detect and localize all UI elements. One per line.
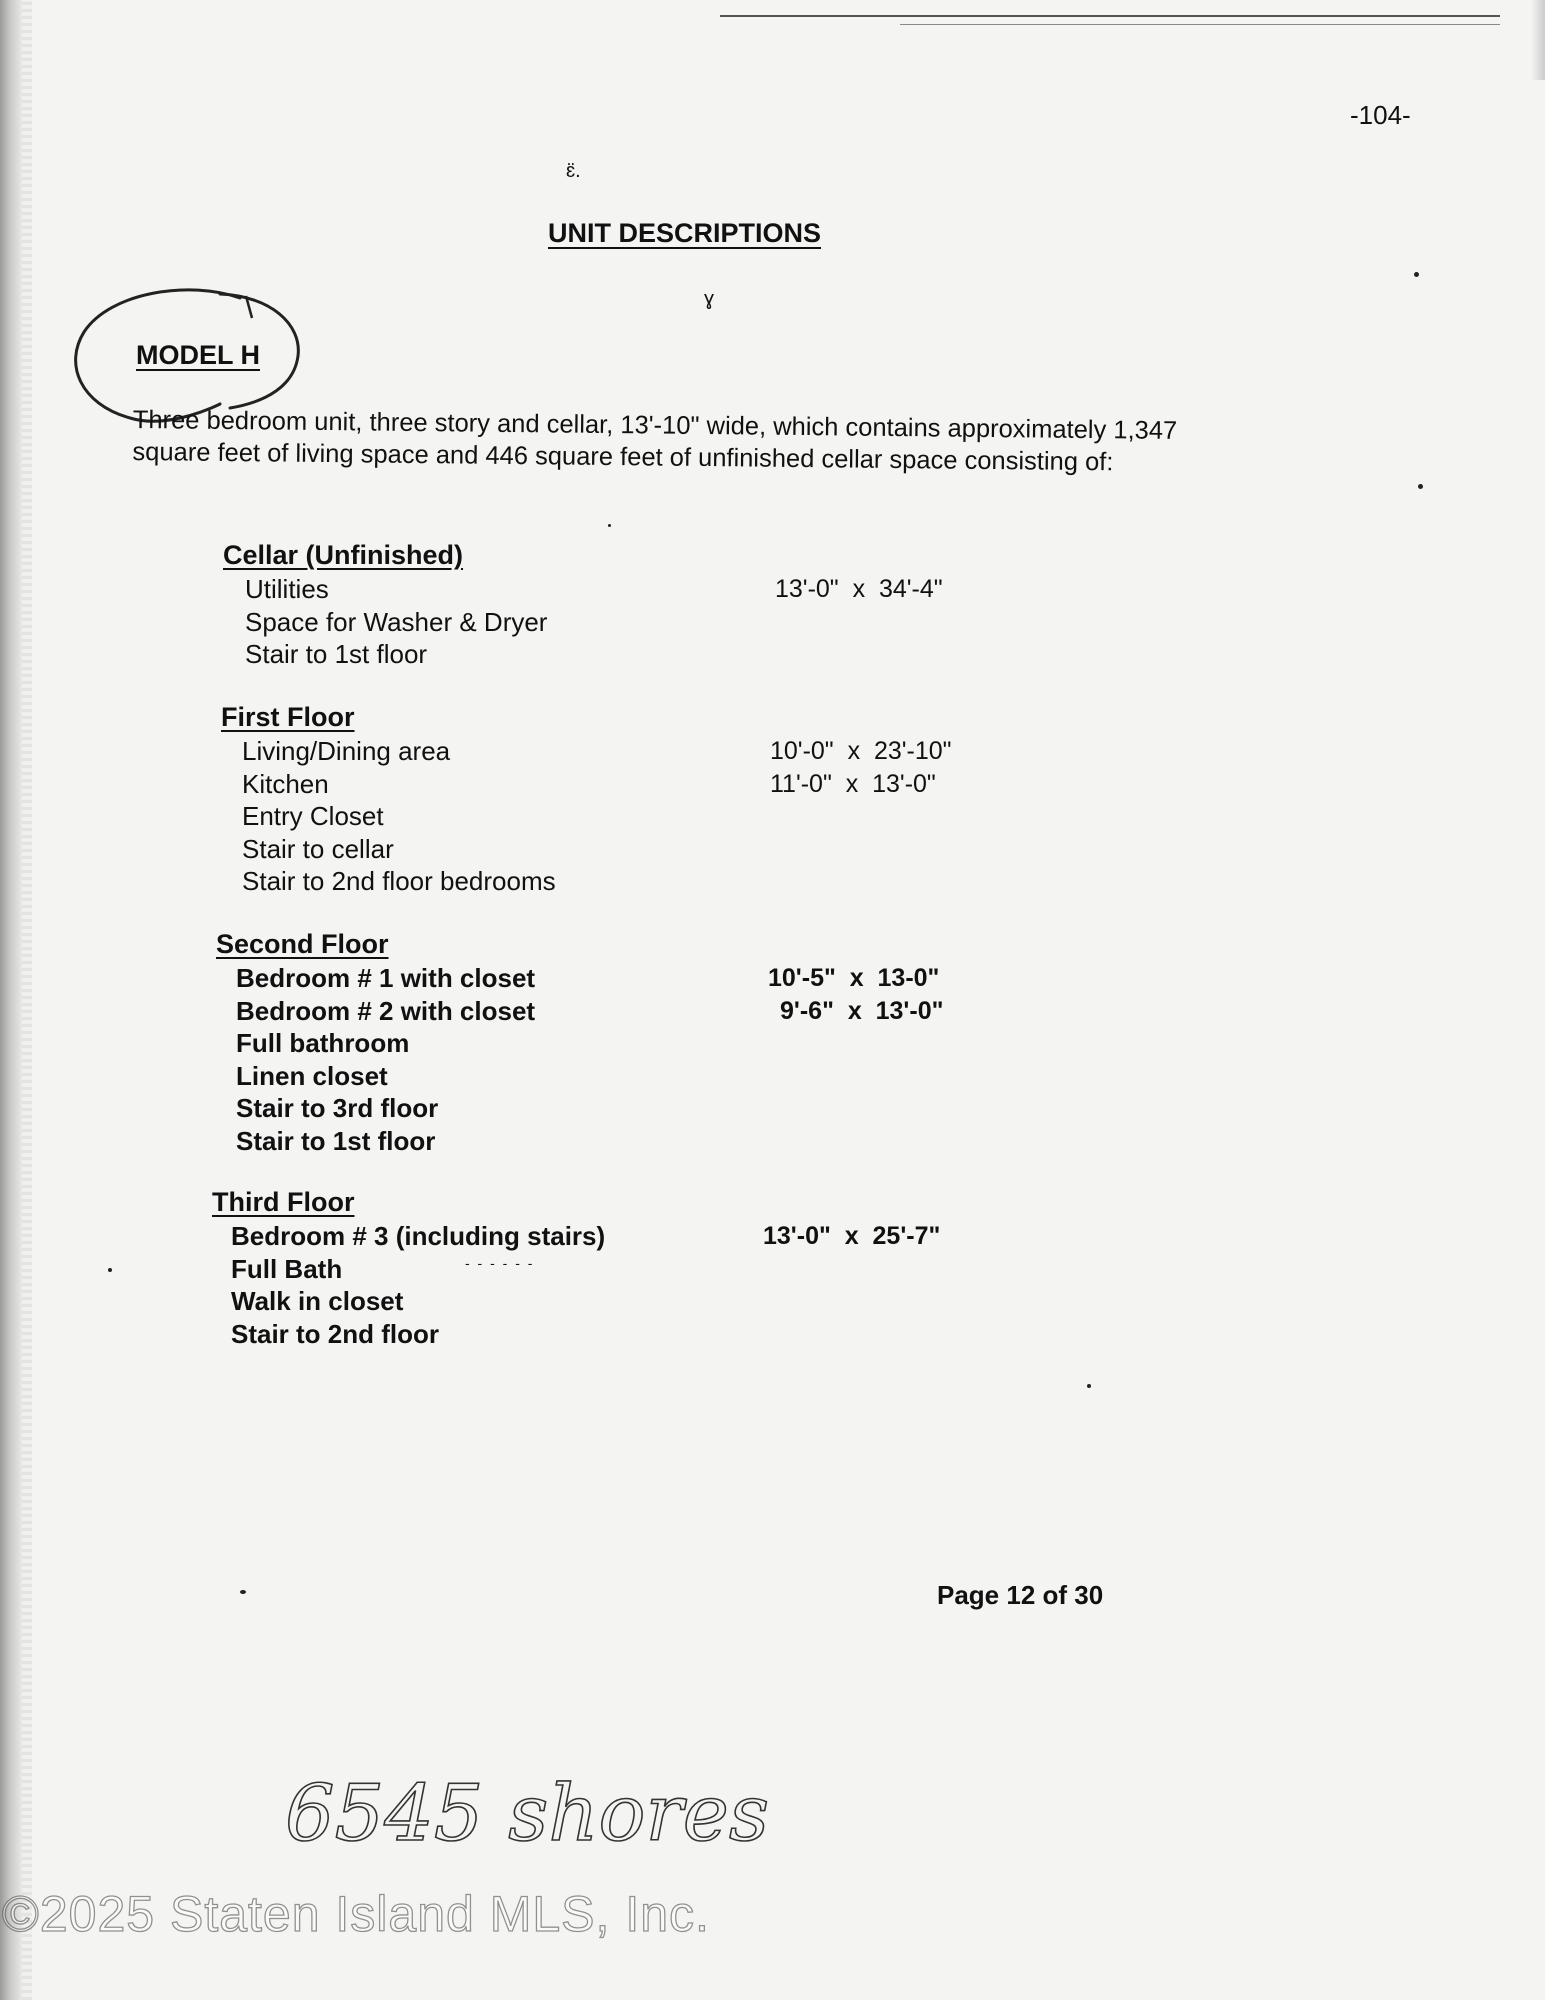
room-name: Stair to cellar bbox=[242, 833, 394, 864]
speck bbox=[1087, 1384, 1091, 1388]
section-heading: Second Floor bbox=[216, 929, 389, 959]
scan-edge bbox=[0, 0, 22, 2000]
room-dimensions: 10'-5" x 13-0" bbox=[768, 964, 940, 992]
room-name: Linen closet bbox=[236, 1060, 388, 1091]
top-rule bbox=[720, 15, 1500, 17]
room-dimensions: 9'-6" x 13'-0" bbox=[780, 996, 944, 1025]
svg-text:6545 shores: 6545 shores bbox=[285, 1769, 769, 1859]
room-name: Stair to 2nd floor bedrooms bbox=[242, 866, 556, 896]
section-heading: Third Floor bbox=[212, 1187, 355, 1217]
room-name: Bedroom # 1 with closet bbox=[236, 963, 536, 993]
copyright-watermark: ©2025 Staten Island MLS, Inc. bbox=[2, 1886, 710, 1942]
page-number: -104- bbox=[1350, 100, 1411, 130]
speck bbox=[108, 1268, 112, 1272]
room-name: Stair to 3rd floor bbox=[236, 1093, 439, 1123]
room-name: Stair to 1st floor bbox=[245, 639, 428, 669]
scan-corner bbox=[1531, 0, 1545, 80]
room-name: Utilities bbox=[245, 574, 329, 604]
scan-edge-texture bbox=[22, 0, 32, 2000]
room-name: Stair to 1st floor bbox=[236, 1125, 436, 1156]
section-heading: First Floor bbox=[221, 702, 355, 732]
room-name: Living/Dining area bbox=[242, 736, 451, 766]
stray-dashes: - - - - - - bbox=[465, 1255, 535, 1271]
speck bbox=[608, 524, 611, 527]
stray-mark: ɛ̈. bbox=[566, 160, 581, 182]
page-title: UNIT DESCRIPTIONS bbox=[548, 218, 822, 248]
room-name: Space for Washer & Dryer bbox=[245, 606, 548, 637]
handwritten-note bbox=[285, 1760, 769, 1870]
model-label: MODEL H bbox=[136, 340, 261, 370]
room-name: Walk in closet bbox=[231, 1286, 404, 1316]
room-name: Kitchen bbox=[242, 768, 329, 799]
stray-mark: ɣ bbox=[704, 288, 715, 310]
room-name: Entry Closet bbox=[242, 801, 384, 831]
room-name: Stair to 2nd floor bbox=[231, 1318, 439, 1349]
section-heading: Cellar (Unfinished) bbox=[223, 540, 464, 570]
room-name: Bedroom # 2 with closet bbox=[236, 995, 536, 1026]
speck bbox=[1418, 484, 1423, 489]
intro-paragraph: Three bedroom unit, three story and cellar, 13'-10" wide, which contains approximately 1,347 square feet of living space and 446 square feet of unfinished cellar space consisting of: bbox=[132, 405, 1178, 477]
room-dimensions: 11'-0" x 13'-0" bbox=[770, 769, 936, 798]
room-dimensions: 10'-0" x 23'-10" bbox=[770, 737, 952, 765]
room-dimensions: 13'-0" x 25'-7" bbox=[763, 1222, 941, 1250]
room-dimensions: 13'-0" x 34'-4" bbox=[775, 575, 943, 603]
room-name: Full bathroom bbox=[236, 1028, 410, 1058]
footer-page-count: Page 12 of 30 bbox=[937, 1580, 1104, 1610]
top-rule-secondary bbox=[900, 24, 1500, 25]
room-name: Bedroom # 3 (including stairs) bbox=[231, 1221, 606, 1251]
speck bbox=[240, 1590, 246, 1594]
room-name: Full Bath bbox=[231, 1253, 343, 1284]
speck bbox=[1414, 272, 1419, 277]
